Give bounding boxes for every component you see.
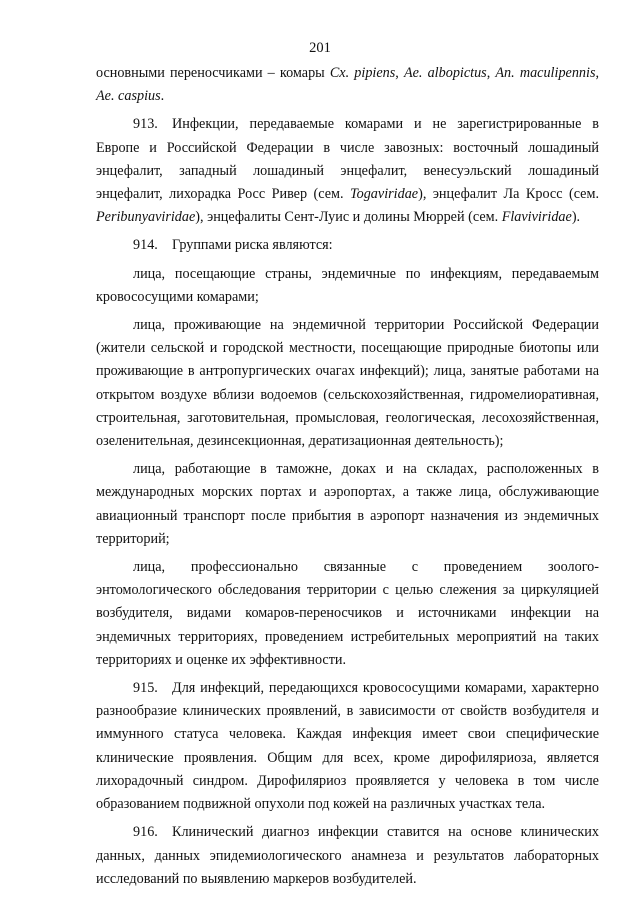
text-run: ), энцефалит Ла Кросс (сем. [418,186,599,203]
text-run: лица, профессионально связанные с проведением зоолого-энтомологического обследования территории с целью слежения за циркуляцией возбудителя, видами комаров-переносчиков и источниками инфекции на эндемичных территориях, проведением истребительных мероприятий на таких территориях и оценке их эффективности. [96,559,599,668]
text-run: . [160,88,165,105]
text-run: , [395,65,404,81]
text-run: лица, работающие в таможне, доках и на складах, расположенных в международных морских портах и аэропортах, а также лица, обслуживающие авиационный транспорт после прибытия в аэропорт назначения из эндемичных территорий; [96,461,599,547]
text-run: , [486,65,496,81]
paragraph [96,821,599,891]
paragraph [96,677,599,816]
text-run: ), энцефалиты Сент-Луис и долины Мюррей (сем. [195,209,502,226]
text-run: 915. Для инфекций, передающихся кровососущими комарами, характерно разнообразие клинических проявлений, в зависимости от свойств возбудителя и иммунного статуса человека. Каждая инфекция имеет свои специфические клинические проявления. Общим для всех, кроме дирофиляриоза, является лихорадочный синдром. Дирофиляриоз проявляется у человека в том числе образованием подвижной опухоли под кожей на различных участках тела. [96,680,599,813]
text-run: , [595,65,600,81]
page-number: 201 [309,40,331,56]
paragraph [96,62,599,108]
text-run: ). [571,209,581,226]
text-run: основными переносчиками – комары [96,65,330,81]
text-run: 916. Клинический диагноз инфекции ставится на основе клинических данных, данных эпидемиологического анамнеза и результатов лабораторных исследований по выявлению маркеров возбудителей. [96,824,599,887]
paragraph [96,234,599,257]
latin-term: Ae. caspius [96,88,161,105]
text-run: 914. Группами риска являются: [133,237,333,254]
latin-term: Togaviridae [350,186,419,203]
paragraph [96,556,599,672]
latin-term: An. maculipennis [495,65,596,81]
latin-term: Peribunyaviridae [96,209,196,226]
text-run: лица, проживающие на эндемичной территории Российской Федерации (жители сельской и городской местности, посещающие природные биотопы или проживающие в антропургических очагах инфекций); лица, занятые работами на открытом воздухе вблизи водоемов (сельскохозяйственная, гидромелиоративная, строительная, заготовительная, промысловая, геологическая, лесохозяйственная, озеленительная, дезинсекционная, дератизационная деятельность); [96,317,599,450]
text-run: лица, посещающие страны, эндемичные по инфекциям, передаваемым кровососущими комарами; [96,265,599,305]
latin-term: Ae. albopictus [403,65,487,81]
paragraph [96,113,599,229]
text-run: 913. Инфекции, передаваемые комарами и не зарегистрированные в Европе и Российской Федерации в числе завозных: восточный лошадиный энцефалит, западный лошадиный энцефалит, венесуэльский лошадиный энцефалит, лихорадка Росс Ривер (сем. [96,116,599,203]
paragraph [96,263,599,309]
latin-term: Flaviviridae [501,209,572,226]
paragraph [96,458,599,551]
paragraph [96,314,599,453]
latin-term: Cx. pipiens [329,65,396,81]
document-body [96,62,599,891]
